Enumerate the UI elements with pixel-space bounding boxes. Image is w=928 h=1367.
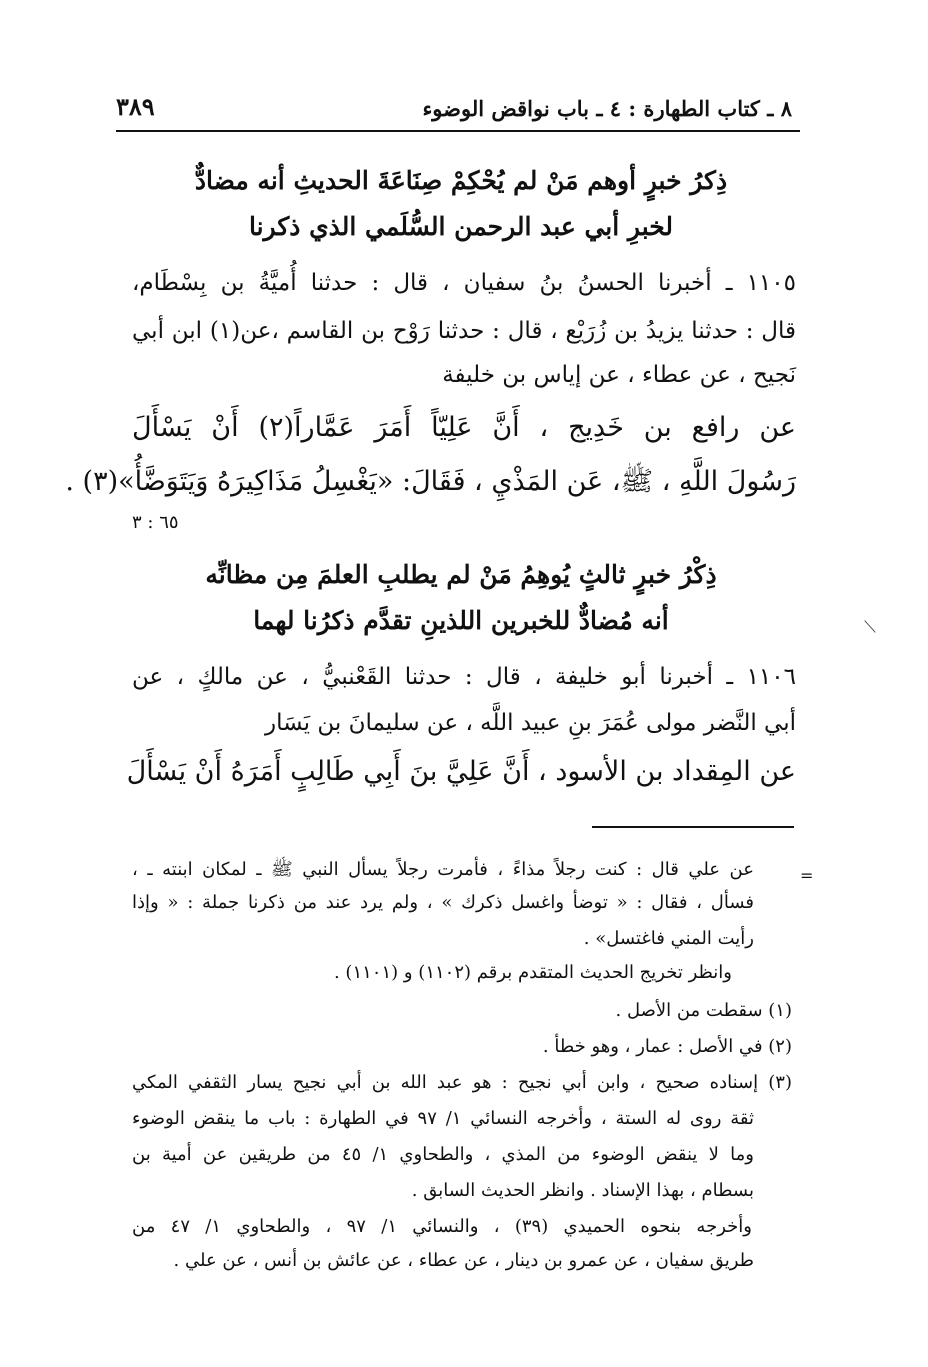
page-number: ٣٨٩ (116, 92, 155, 121)
hadith-1106-matn-line-1: عن المِقداد بن الأسود ، أَنَّ عَلِيَّ بنَ أَبِي طَالِبٍ أَمَرَهُ أَنْ يَسْأَلَ (126, 756, 796, 787)
footnote-3-line-5: وأخرجه بنحوه الحميدي (٣٩) ، والنسائي ١/ ٩٧ ، والطحاوي ١/ ٤٧ من (132, 1216, 752, 1237)
footnote-continuation-line-3: رأيت المني فاغتسل» . (583, 928, 754, 949)
footnote-continuation-line-4: وانظر تخريج الحديث المتقدم برقم (١١٠٢) و (١١٠١) . (333, 962, 732, 983)
footnote-3-line-3: وما لا ينقض الوضوء من المذي ، والطحاوي ١/ ٤٥ من طريقين عن أمية بن (132, 1144, 754, 1165)
footnote-1: (١) سقطت من الأصل . (615, 1000, 792, 1021)
footnote-continuation-line-2: فسأل ، فقال : « توضأ واغسل ذكرك » ، ولم يرد عند من ذكرنا جملة : « وإذا (132, 892, 754, 913)
hadith-1106-line-1: ١١٠٦ ـ أخبرنا أبو خليفة ، قال : حدثنا القَعْنبيُّ ، عن مالكٍ ، عن (132, 664, 796, 690)
hadith-1105-line-2: قال : حدثنا يزيدُ بن زُرَيْع ، قال : حدثنا رَوْح بن القاسم ،عن(١) ابن أبي (132, 318, 796, 344)
running-header: ٨ ـ كتاب الطهارة : ٤ ـ باب نواقض الوضوء (422, 96, 792, 121)
hadith-1105-line-3: نَجيح ، عن عطاء ، عن إياس بن خليفة (442, 362, 796, 388)
footnote-3-line-1: (٣) إسناده صحيح ، وابن أبي نجيح : هو عبد الله بن أبي نجيح يسار الثقفي المكي (132, 1072, 792, 1093)
footnote-continuation-mark: = (800, 866, 814, 885)
footnote-continuation-line-1: عن علي قال : كنت رجلاً مذاءً ، فأمرت رجلاً يسأل النبي ﷺ ـ لمكان ابنته ـ ، (132, 859, 754, 880)
heading-1-line-1: ذِكرُ خبرٍ أوهم مَنْ لم يُحْكِمْ صِنَاعَةَ الحديثِ أنه مضادٌّ (194, 166, 728, 195)
footnote-3-line-4: بسطام ، بهذا الإسناد . وانظر الحديث السابق . (411, 1180, 754, 1201)
hadith-1105-reference: ٦٥ : ٣ (132, 512, 179, 533)
hadith-1105-matn-line-2: رَسُولَ اللَّهِ ، ﷺ، عَن المَذْيِ ، فَقَالَ: «يَغْسِلُ مَذَاكِيرَهُ وَيَتَوَضَّأُ»(٣) . (65, 466, 796, 497)
hadith-1106-line-2: أبي النَّضر مولى عُمَرَ بنِ عبيد اللَّه ، عن سليمانَ بن يَسَار (265, 710, 796, 736)
header-rule (116, 130, 800, 132)
footnote-3-line-6: طريق سفيان ، عن عمرو بن دينار ، عن عطاء ، عن عائش بن أنس ، عن علي . (173, 1250, 754, 1271)
heading-2-line-1: ذِكْرُ خبرٍ ثالثٍ يُوهِمُ مَنْ لم يطلبِ العلمَ مِن مظانِّه (205, 560, 717, 589)
footnote-3-line-2: ثقة روى له الستة ، وأخرجه النسائي ١/ ٩٧ في الطهارة : باب ما ينقض الوضوء (132, 1108, 754, 1129)
heading-2-line-2: أنه مُضادٌّ للخبرين اللذينِ تقدَّم ذكرُنا لهما (253, 606, 669, 635)
stray-mark (864, 620, 875, 633)
footnote-separator (592, 826, 794, 828)
footnote-2: (٢) في الأصل : عمار ، وهو خطأ . (542, 1036, 792, 1057)
hadith-1105-matn-line-1: عن رافع بن خَدِيج ، أَنَّ عَلِيّاً أَمَرَ عَمَّاراً(٢) أَنْ يَسْأَلَ (132, 412, 796, 443)
hadith-1105-line-1: ١١٠٥ ـ أخبرنا الحسنُ بنُ سفيان ، قال : حدثنا أُميَّةُ بن بِسْطَام، (132, 270, 796, 296)
heading-1-line-2: لخبرِ أبي عبد الرحمن السُّلَمي الذي ذكرنا (248, 212, 674, 241)
